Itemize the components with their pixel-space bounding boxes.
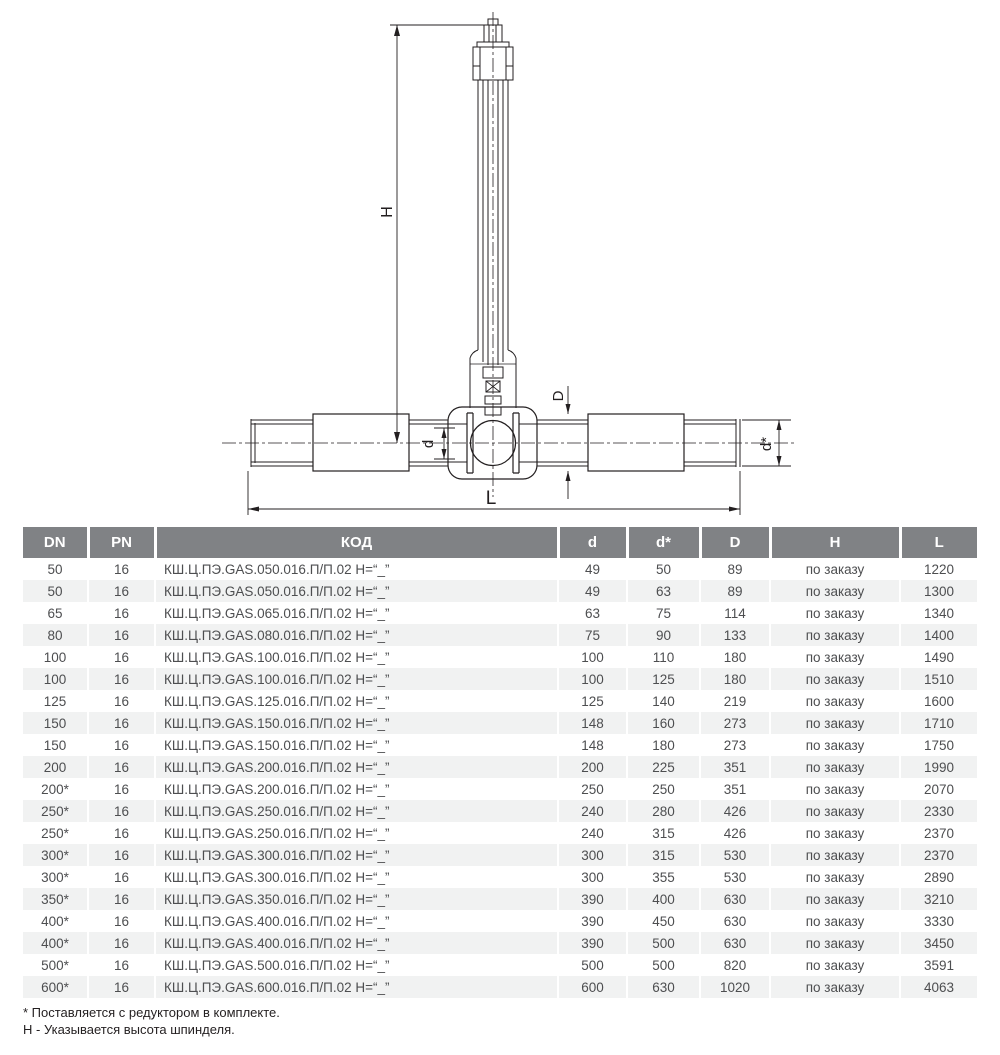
cell-d-big: 630 (700, 910, 770, 932)
cell-h: по заказу (770, 668, 900, 690)
cell-pn: 16 (88, 844, 155, 866)
cell-pn: 16 (88, 778, 155, 800)
cell-code: КШ.Ц.ПЭ.GAS.400.016.П/П.02 Н=“_” (155, 910, 558, 932)
cell-pn: 16 (88, 668, 155, 690)
cell-d-big: 426 (700, 822, 770, 844)
cell-pn: 16 (88, 822, 155, 844)
cell-dn: 300* (41, 869, 69, 885)
cell-d-big: 180 (700, 668, 770, 690)
cell-pn: 16 (88, 646, 155, 668)
cell-d-star: 315 (627, 822, 700, 844)
cell-d-star: 355 (627, 866, 700, 888)
cell-pn: 16 (88, 690, 155, 712)
cell-code: КШ.Ц.ПЭ.GAS.300.016.П/П.02 Н=“_” (155, 866, 558, 888)
table-row (23, 976, 977, 998)
cell-d-big: 351 (700, 756, 770, 778)
cell-code: КШ.Ц.ПЭ.GAS.150.016.П/П.02 Н=“_” (155, 712, 558, 734)
cell-dn: 400* (41, 913, 69, 929)
table-row (23, 756, 977, 778)
cell-d: 300 (558, 844, 627, 866)
cell-code: КШ.Ц.ПЭ.GAS.125.016.П/П.02 Н=“_” (155, 690, 558, 712)
cell-h: по заказу (770, 910, 900, 932)
cell-d: 63 (558, 602, 627, 624)
table-row (23, 822, 977, 844)
cell-code: КШ.Ц.ПЭ.GAS.150.016.П/П.02 Н=“_” (155, 734, 558, 756)
cell-d-star: 450 (627, 910, 700, 932)
cell-code: КШ.Ц.ПЭ.GAS.200.016.П/П.02 Н=“_” (155, 778, 558, 800)
col-header-h: H (770, 527, 900, 558)
dim-label-l: L (485, 488, 497, 509)
cell-d-big: 133 (700, 624, 770, 646)
cell-h: по заказу (770, 800, 900, 822)
cell-d-big: 630 (700, 888, 770, 910)
cell-d: 200 (558, 756, 627, 778)
cell-d: 390 (558, 932, 627, 954)
dim-label-d-bore: d (420, 439, 437, 449)
col-header-code: КОД (155, 527, 558, 558)
table-row (23, 954, 977, 976)
cell-l: 1710 (900, 712, 977, 734)
col-header-d: d (558, 527, 627, 558)
cell-d: 148 (558, 712, 627, 734)
cell-d: 250 (558, 778, 627, 800)
cell-l: 1600 (900, 690, 977, 712)
cell-h: по заказу (770, 954, 900, 976)
cell-d-star: 75 (627, 602, 700, 624)
table-row (23, 646, 977, 668)
dim-label-h: H (379, 206, 396, 218)
cell-l: 1490 (900, 646, 977, 668)
cell-d-star: 400 (627, 888, 700, 910)
cell-code: КШ.Ц.ПЭ.GAS.600.016.П/П.02 Н=“_” (155, 976, 558, 998)
cell-d-big: 89 (700, 580, 770, 602)
cell-l: 1220 (900, 558, 977, 580)
cell-code: КШ.Ц.ПЭ.GAS.100.016.П/П.02 Н=“_” (155, 668, 558, 690)
cell-dn: 100 (43, 649, 67, 665)
cell-code: КШ.Ц.ПЭ.GAS.080.016.П/П.02 Н=“_” (155, 624, 558, 646)
dim-label-d-star: d* (758, 436, 775, 452)
cell-l: 3210 (900, 888, 977, 910)
dim-h (390, 25, 487, 443)
cell-code: КШ.Ц.ПЭ.GAS.250.016.П/П.02 Н=“_” (155, 822, 558, 844)
cell-code: КШ.Ц.ПЭ.GAS.200.016.П/П.02 Н=“_” (155, 756, 558, 778)
left-sleeve (313, 414, 409, 471)
cell-l: 1300 (900, 580, 977, 602)
cell-pn: 16 (88, 558, 155, 580)
col-header-d-star: d* (627, 527, 700, 558)
cell-dn: 150 (43, 715, 67, 731)
cell-l: 4063 (900, 976, 977, 998)
cell-d-star: 110 (627, 646, 700, 668)
cell-h: по заказу (770, 976, 900, 998)
cell-h: по заказу (770, 822, 900, 844)
cell-dn: 600* (41, 979, 69, 995)
right-pipe (519, 414, 740, 471)
cell-d-star: 280 (627, 800, 700, 822)
spec-table-body (23, 558, 977, 998)
cell-d-big: 820 (700, 954, 770, 976)
cell-d-big: 114 (700, 602, 770, 624)
cell-d-star: 160 (627, 712, 700, 734)
cell-dn: 150 (43, 737, 67, 753)
cell-h: по заказу (770, 624, 900, 646)
cell-code: КШ.Ц.ПЭ.GAS.050.016.П/П.02 Н=“_” (155, 558, 558, 580)
cell-code: КШ.Ц.ПЭ.GAS.300.016.П/П.02 Н=“_” (155, 844, 558, 866)
cell-d-star: 250 (627, 778, 700, 800)
cell-code: КШ.Ц.ПЭ.GAS.050.016.П/П.02 Н=“_” (155, 580, 558, 602)
cell-pn: 16 (88, 888, 155, 910)
cell-d-big: 273 (700, 712, 770, 734)
table-row (23, 888, 977, 910)
cell-dn: 300* (41, 847, 69, 863)
table-header-row (23, 527, 977, 558)
table-row (23, 910, 977, 932)
cell-h: по заказу (770, 712, 900, 734)
cell-h: по заказу (770, 558, 900, 580)
cell-d: 390 (558, 888, 627, 910)
cell-l: 1340 (900, 602, 977, 624)
footnote-spindle: Н - Указывается высота шпинделя. (23, 1022, 235, 1037)
cell-d-star: 225 (627, 756, 700, 778)
cell-code: КШ.Ц.ПЭ.GAS.500.016.П/П.02 Н=“_” (155, 954, 558, 976)
cell-d: 600 (558, 976, 627, 998)
right-sleeve (588, 414, 684, 471)
cell-d-big: 1020 (700, 976, 770, 998)
cell-d-star: 180 (627, 734, 700, 756)
cell-l: 1400 (900, 624, 977, 646)
table-row (23, 932, 977, 954)
cell-pn: 16 (88, 580, 155, 602)
cell-d-big: 351 (700, 778, 770, 800)
cell-dn: 350* (41, 891, 69, 907)
table-row (23, 778, 977, 800)
cell-l: 2370 (900, 844, 977, 866)
cell-d-star: 90 (627, 624, 700, 646)
cell-d-star: 140 (627, 690, 700, 712)
cell-d-big: 530 (700, 844, 770, 866)
dim-d-body (566, 386, 571, 499)
table-row (23, 668, 977, 690)
cell-d: 390 (558, 910, 627, 932)
cell-d-star: 500 (627, 932, 700, 954)
cell-d-big: 530 (700, 866, 770, 888)
cell-h: по заказу (770, 756, 900, 778)
cell-d-big: 630 (700, 932, 770, 954)
cell-d-big: 273 (700, 734, 770, 756)
col-header-dn: DN (23, 527, 88, 558)
cell-l: 1990 (900, 756, 977, 778)
cell-l: 1750 (900, 734, 977, 756)
valve-technical-drawing (0, 0, 1000, 527)
cell-code: КШ.Ц.ПЭ.GAS.065.016.П/П.02 Н=“_” (155, 602, 558, 624)
cell-l: 2070 (900, 778, 977, 800)
table-row (23, 844, 977, 866)
cell-l: 2330 (900, 800, 977, 822)
cell-h: по заказу (770, 888, 900, 910)
cell-pn: 16 (88, 800, 155, 822)
cell-d-big: 219 (700, 690, 770, 712)
cell-d-big: 89 (700, 558, 770, 580)
table-row (23, 602, 977, 624)
cell-dn: 250* (41, 803, 69, 819)
cell-h: по заказу (770, 778, 900, 800)
footnotes (23, 1004, 280, 1038)
cell-d: 75 (558, 624, 627, 646)
col-header-l: L (900, 527, 977, 558)
cell-pn: 16 (88, 976, 155, 998)
cell-d: 148 (558, 734, 627, 756)
cell-h: по заказу (770, 602, 900, 624)
cell-d-star: 125 (627, 668, 700, 690)
table-row (23, 558, 977, 580)
col-header-pn: PN (88, 527, 155, 558)
cell-h: по заказу (770, 932, 900, 954)
table-row (23, 734, 977, 756)
cell-pn: 16 (88, 624, 155, 646)
cell-d-star: 63 (627, 580, 700, 602)
table-row (23, 624, 977, 646)
cell-h: по заказу (770, 866, 900, 888)
cell-pn: 16 (88, 756, 155, 778)
cell-dn: 400* (41, 935, 69, 951)
cell-d: 49 (558, 580, 627, 602)
table-row (23, 580, 977, 602)
cell-d: 100 (558, 646, 627, 668)
cell-d: 125 (558, 690, 627, 712)
cell-d: 240 (558, 800, 627, 822)
cell-pn: 16 (88, 602, 155, 624)
table-row (23, 690, 977, 712)
cell-dn: 125 (43, 693, 67, 709)
cell-h: по заказу (770, 844, 900, 866)
cell-l: 3450 (900, 932, 977, 954)
table-row (23, 712, 977, 734)
cell-dn: 100 (43, 671, 67, 687)
cell-h: по заказу (770, 580, 900, 602)
table-row (23, 866, 977, 888)
dim-label-d-body: D (550, 390, 567, 402)
cell-pn: 16 (88, 910, 155, 932)
cell-l: 1510 (900, 668, 977, 690)
cell-code: КШ.Ц.ПЭ.GAS.400.016.П/П.02 Н=“_” (155, 932, 558, 954)
cell-d: 300 (558, 866, 627, 888)
cell-h: по заказу (770, 690, 900, 712)
cell-d: 100 (558, 668, 627, 690)
footnote-reducer: * Поставляется с редуктором в комплекте. (23, 1005, 280, 1020)
spec-table (23, 527, 977, 998)
cell-code: КШ.Ц.ПЭ.GAS.250.016.П/П.02 Н=“_” (155, 800, 558, 822)
cell-code: КШ.Ц.ПЭ.GAS.350.016.П/П.02 Н=“_” (155, 888, 558, 910)
cell-pn: 16 (88, 712, 155, 734)
cell-dn: 80 (47, 627, 63, 643)
cell-pn: 16 (88, 954, 155, 976)
cell-d: 49 (558, 558, 627, 580)
cell-d: 240 (558, 822, 627, 844)
cell-dn: 50 (47, 561, 63, 577)
cell-l: 3591 (900, 954, 977, 976)
cell-h: по заказу (770, 646, 900, 668)
cell-dn: 200 (43, 759, 67, 775)
cell-d-star: 50 (627, 558, 700, 580)
dim-d-bore (434, 428, 455, 459)
cell-dn: 500* (41, 957, 69, 973)
cell-code: КШ.Ц.ПЭ.GAS.100.016.П/П.02 Н=“_” (155, 646, 558, 668)
cell-pn: 16 (88, 734, 155, 756)
cell-pn: 16 (88, 932, 155, 954)
cell-l: 2890 (900, 866, 977, 888)
cell-l: 2370 (900, 822, 977, 844)
cell-dn: 200* (41, 781, 69, 797)
cell-d-big: 180 (700, 646, 770, 668)
cell-l: 3330 (900, 910, 977, 932)
cell-d-star: 630 (627, 976, 700, 998)
cell-d-star: 500 (627, 954, 700, 976)
cell-pn: 16 (88, 866, 155, 888)
cell-dn: 50 (47, 583, 63, 599)
cell-dn: 65 (47, 605, 63, 621)
col-header-d-big: D (700, 527, 770, 558)
cell-dn: 250* (41, 825, 69, 841)
cell-h: по заказу (770, 734, 900, 756)
cell-d: 500 (558, 954, 627, 976)
cell-d-star: 315 (627, 844, 700, 866)
cell-d-big: 426 (700, 800, 770, 822)
table-row (23, 800, 977, 822)
